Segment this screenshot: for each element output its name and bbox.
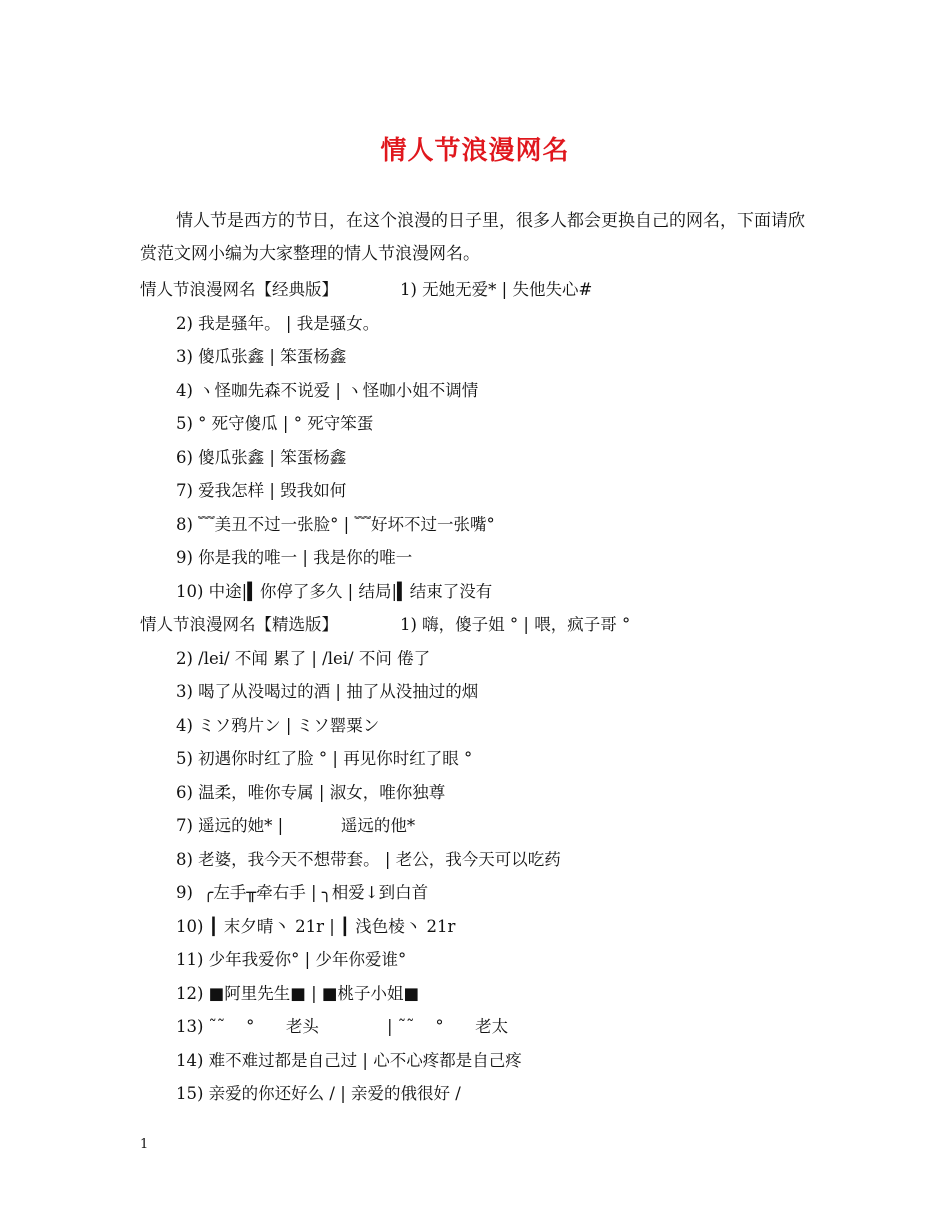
name-list: [140, 273, 840, 1111]
list-item: 6) 傻瓜张鑫 | 笨蛋杨鑫: [176, 447, 347, 467]
list-item: 1) 嗨，傻子姐 ° | 喂，疯子哥 °: [400, 615, 631, 634]
list-item: 2) 我是骚年。 | 我是骚女。: [176, 313, 380, 333]
list-item: 3) 喝了从没喝过的酒 | 抽了从没抽过的烟: [176, 682, 479, 701]
list-item: 10) ┃ 末夕晴丶 21r | ┃ 浅色棱丶 21r: [176, 916, 456, 936]
page-number: 1: [140, 1137, 149, 1152]
list-item: 10) 中途|▍你停了多久 | 结局|▍结束了没有: [176, 581, 493, 601]
section-heading-line: [140, 608, 840, 642]
list-item: 6) 温柔，唯你专属 | 淑女，唯你独尊: [176, 782, 446, 802]
list-item: 2) /lei/ 不闻 累了 | /lei/ 不问 倦了: [176, 648, 431, 668]
list-item: 3) 傻瓜张鑫 | 笨蛋杨鑫: [176, 347, 347, 366]
list-item: 1) 无她无爱* | 失他失心#: [400, 280, 593, 299]
page-title: 情人节浪漫网名: [380, 136, 570, 166]
list-item: 5) ° 死守傻瓜 | ° 死守笨蛋: [176, 414, 374, 433]
section-heading-line: [140, 273, 840, 307]
list-item: 13) ˜˜ ° 老头 | ˜˜ ° 老太: [176, 1017, 509, 1036]
list-item: 8) ﹌美丑不过一张脸° | ﹌好坏不过一张嘴°: [176, 514, 495, 534]
list-item: 7) 爱我怎样 | 毁我如何: [176, 481, 347, 500]
list-item: 14) 难不难过都是自己过 | 心不心疼都是自己疼: [176, 1050, 522, 1070]
list-item: 11) 少年我爱你° | 少年你爱谁°: [176, 950, 407, 969]
list-item: 9) ╭左手╥牵右手 | ╮相爱↓到白首: [176, 883, 429, 902]
list-item: 9) 你是我的唯一 | 我是你的唯一: [176, 548, 413, 567]
section-heading: 情人节浪漫网名【精选版】: [140, 615, 338, 634]
list-item: 15) 亲爱的你还好么 / | 亲爱的俄很好 /: [176, 1084, 461, 1103]
list-item: 12) ■阿里先生■ | ■桃子小姐■: [176, 983, 420, 1003]
list-item: 4) ヽ怪咖先森不说爱 | ヽ怪咖小姐不调情: [176, 380, 479, 400]
section-heading: 情人节浪漫网名【经典版】: [140, 280, 338, 299]
list-item: 7) 遥远的她* | 遥远的他*: [176, 816, 416, 835]
intro-paragraph: 情人节是西方的节日，在这个浪漫的日子里，很多人都会更换自己的网名，下面请欣赏范文网小编为大家整理的情人节浪漫网名。: [140, 211, 805, 264]
list-item: 5) 初遇你时红了脸 ° | 再见你时红了眼 °: [176, 749, 473, 768]
list-item: 8) 老婆，我今天不想带套。 | 老公，我今天可以吃药: [176, 849, 561, 869]
list-item: 4) ミソ鸦片ン | ミソ罂粟ン: [176, 715, 380, 735]
